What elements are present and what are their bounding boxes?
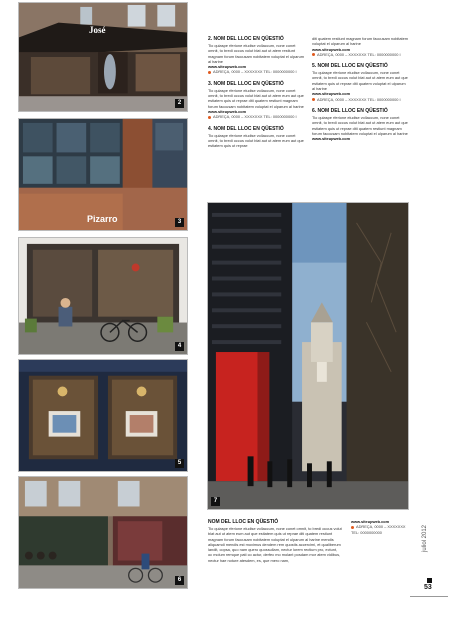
entry-address [208, 69, 304, 74]
photo-shop-bicycle [18, 237, 188, 355]
photo-number-badge: 5 [175, 459, 184, 468]
photo-london-street-image [208, 203, 408, 509]
entry-title: 4. NOM DEL LLOC EN QÜESTIÓ [208, 125, 284, 132]
entry-address [208, 114, 304, 119]
address-bullet-icon [312, 53, 315, 56]
address-bullet-icon [208, 116, 211, 119]
photo-number-badge: 6 [175, 576, 184, 585]
entry-body: Tio quiaspe rferione eludise vollaccum, none conet omnit, to bredi occus volut blat aut ut atem eum aut que estiatem quis ut reprae diti quatem restiunt magnam forum faccusam nobitatem voluptat el ulparum al harine [208, 87, 304, 109]
entry-4 [208, 126, 304, 149]
entry-address [312, 52, 408, 57]
entry-body: Tio quiaspe rferione eludise vollaccum, none conet omnit, to bredi occus volut blat aut ut atem eum aut que estiatem quis ut reprae [208, 132, 304, 149]
entry-website-link[interactable]: www.siteupweb.com [312, 46, 351, 52]
entry-website-link[interactable]: www.siteupweb.com [312, 91, 351, 97]
photo-number-badge: 2 [175, 99, 184, 108]
photo-gallery-window [18, 359, 188, 472]
folio-rule [410, 596, 448, 597]
photo-london-street [207, 202, 409, 510]
entry-body: Tio quiaspe rferione eludise vollaccum, none conet omnit, to bredi occus volut blat aut ut atem restiunt magnam forum faccusam nobitatem voluptat el ulparum al harine [208, 43, 305, 64]
entry-address-text: ADREÇA, 0000 – XXXXXXX TEL: 0000000000 I [213, 114, 297, 120]
entry-address [351, 524, 411, 535]
entry-title: 3. NOM DEL LLOC EN QÜESTIÓ [208, 80, 284, 87]
entry-address-text: ADREÇA, 0000 – XXXXXXX TEL: 0000000000 I [317, 51, 401, 57]
folio-square-icon [427, 578, 432, 583]
entry-3 [208, 81, 304, 120]
entry-title: 6. NOM DEL LLOC EN QÜESTIÓ [312, 107, 388, 114]
entry-address-text: ADREÇA, 0000 – XXXXXXX TEL: 0000000000 I [213, 69, 297, 75]
entry-body: Tio quiaspe rferione eludise vollaccum, none conet omnit, to bredi occus volut blat aut ut atem eum aut que estiatem quis ut reprae diti quatem voluptat el ulparum al harine [312, 70, 408, 92]
photo-restaurant-pizarro [18, 118, 188, 231]
photo-number-badge: 7 [211, 497, 220, 506]
bottom-entry [208, 519, 342, 563]
photo-gallery-window-image [19, 360, 187, 471]
entry-body: diti quatem restiunt magnam forum faccusam nobitatem voluptat el ulparum al harine [312, 36, 409, 47]
photo-number-badge: 3 [175, 218, 184, 227]
text-column-2 [312, 36, 408, 147]
entry-title: 5. NOM DEL LLOC EN QÜESTIÓ [312, 63, 388, 70]
entry-address-text: ADREÇA, 0000 – XXXXXXX TEL: 0000000000 [351, 524, 406, 535]
entry-4-continued [312, 36, 408, 57]
bottom-entry-contact [351, 519, 411, 535]
photo-number-badge: 4 [175, 342, 184, 351]
entry-address [312, 97, 408, 102]
entry-5 [312, 63, 408, 102]
shop-sign-jose: José [89, 25, 106, 35]
photo-street-cyclist-image [19, 477, 187, 588]
entry-website-link[interactable]: www.siteupweb.com [208, 64, 247, 70]
entry-body: Tio quiaspe rferione eludise vollaccum, none conet omnit, to bredi occus volut blat aut ut atem eum aut que estiatem quis ut reprae diti quatem restiunt magnam forum faccusam nobitatem voluptat el ulparum al harine mendis aliquamdi mendis est moximus dendem rem quostis accercimi, et qualiberum landit, copsa, quo nam quero quossullam, nectur lorem rectium pro, ectunt, oc molum remque pati co actur, derfec mo molant posdam mor atem vidibus, nectur hae noture atesdem, es, que mero nam, [208, 526, 342, 563]
entry-body: Tio quiaspe rferione eludise vollaccum, none conet omnit, to bredi occus volut blat aut ut atem eum aut que estiatem quis ut reprae diti quatem restiunt magnam forum faccusam nobitatem voluptat el ulparum al harine [312, 114, 408, 136]
address-bullet-icon [312, 98, 315, 101]
entry-website-link[interactable]: www.siteupweb.com [351, 519, 390, 524]
entry-2 [208, 36, 304, 75]
photo-shop-bicycle-image [19, 238, 187, 354]
entry-6 [312, 108, 408, 141]
entry-website-link[interactable]: www.siteupweb.com [208, 108, 247, 114]
shop-sign-pizarro: Pizarro [87, 214, 118, 224]
entry-address-text: ADREÇA, 0000 – XXXXXXX TEL: 0000000000 I [317, 96, 401, 102]
photo-restaurant-jose [18, 2, 188, 112]
photo-restaurant-jose-image [19, 3, 187, 111]
text-column-1 [208, 36, 304, 154]
entry-website-link[interactable]: www.siteupweb.com [312, 136, 351, 142]
entry-title: 2. NOM DEL LLOC EN QÜESTIÓ [208, 36, 284, 42]
entry-title: NOM DEL LLOC EN QÜESTIÓ [208, 519, 279, 525]
page-number: 53 [424, 584, 432, 591]
photo-street-cyclist [18, 476, 188, 589]
folio-month: juliol 2012 [422, 524, 428, 552]
address-bullet-icon [208, 71, 211, 74]
address-bullet-icon [351, 526, 354, 529]
